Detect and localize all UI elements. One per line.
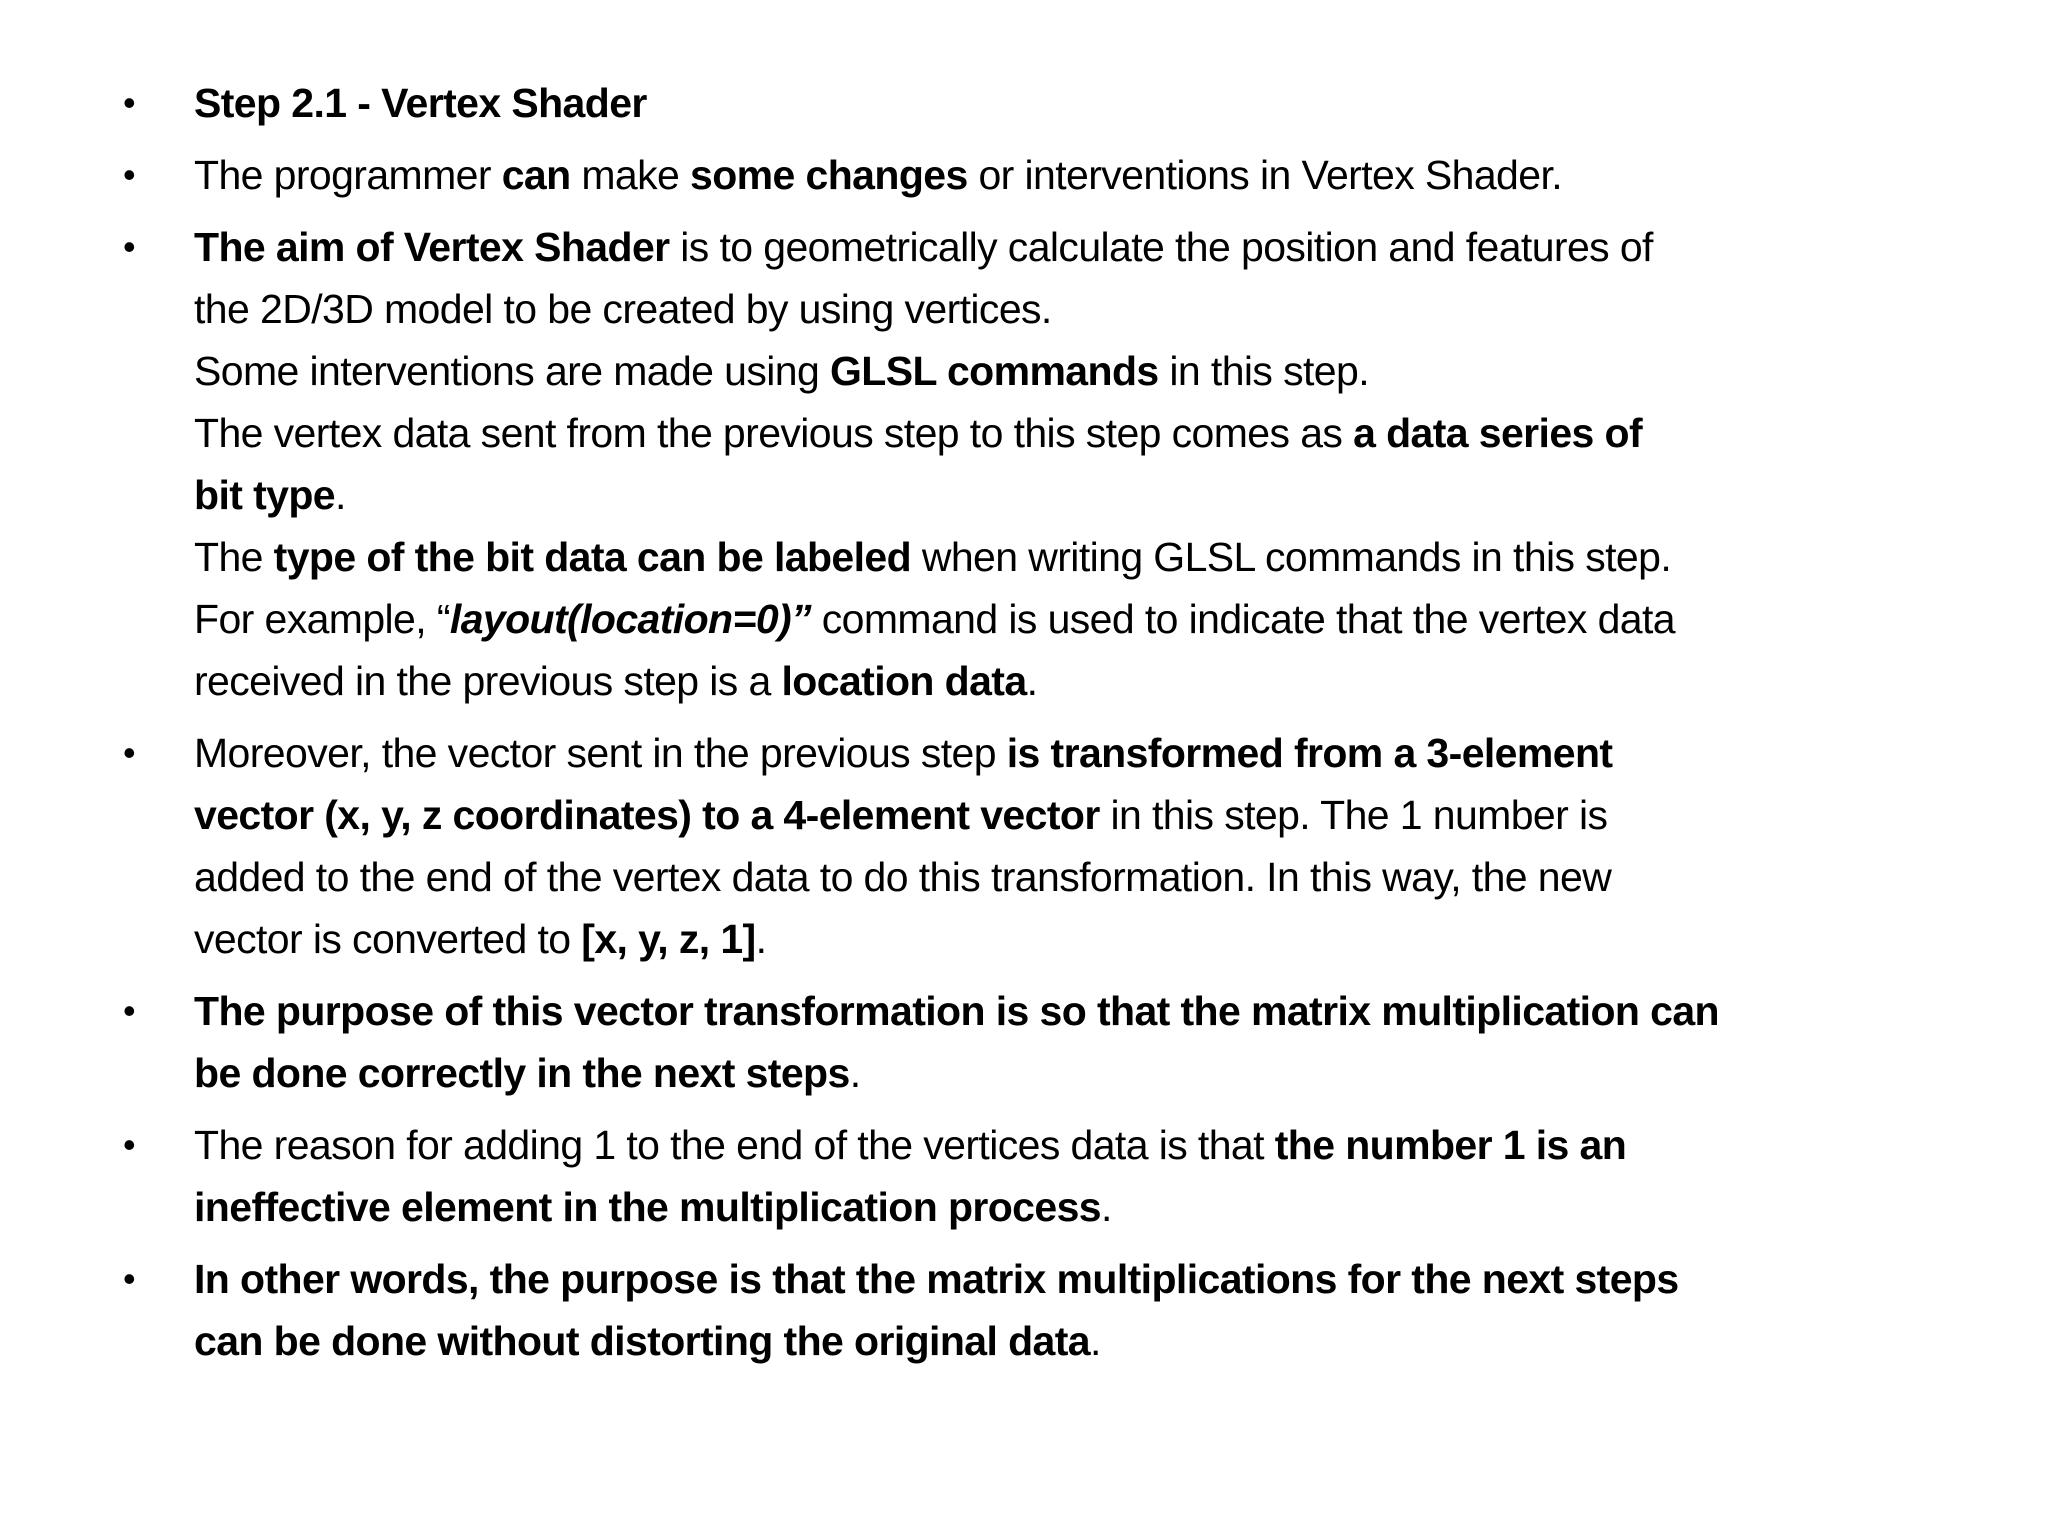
text-line <box>194 1248 1988 1310</box>
text-line <box>194 216 1988 278</box>
text-run: Moreover, the vector sent in the previous step <box>194 730 1007 776</box>
text-run: received in the previous step is a <box>194 658 782 704</box>
bullet-item <box>0 144 2048 206</box>
text-run: is transformed from a 3-element <box>1006 730 1613 776</box>
text-line <box>194 650 1988 712</box>
bullet-marker-icon: • <box>123 732 136 773</box>
text-run: the number 1 is an <box>1274 1122 1627 1168</box>
text-run: a data series of <box>1353 410 1643 456</box>
text-run: be done correctly in the next steps <box>194 1050 850 1096</box>
text-line <box>194 1114 1988 1176</box>
text-run: layout(location=0)” <box>449 596 811 642</box>
text-line <box>194 784 1988 846</box>
text-line <box>194 526 1988 588</box>
text-run: or interventions in Vertex Shader. <box>967 152 1563 198</box>
text-line <box>194 588 1988 650</box>
text-run: . <box>1026 658 1038 704</box>
text-run: GLSL commands <box>829 348 1159 394</box>
text-run: The purpose of this vector transformation is so that the matrix multiplication can <box>194 988 1719 1034</box>
text-run: in this step. The 1 number is <box>1099 792 1608 838</box>
bullet-marker-icon: • <box>123 82 136 123</box>
text-run: The <box>194 534 274 580</box>
text-line <box>194 278 1988 340</box>
text-run: vector (x, y, z coordinates) to a 4-element vector <box>194 792 1100 838</box>
text-line <box>194 722 1988 784</box>
text-run: The programmer <box>194 152 502 198</box>
text-run: the 2D/3D model to be created by using vertices. <box>194 286 1052 332</box>
text-line <box>194 980 1988 1042</box>
text-run: is to geometrically calculate the position and features of <box>669 224 1653 270</box>
bullet-marker-icon: • <box>123 1258 136 1299</box>
bullet-list <box>0 72 2048 1382</box>
bullet-item <box>0 1248 2048 1372</box>
text-run: bit type <box>194 472 335 518</box>
text-run: In other words, the purpose is that the matrix multiplications for the next steps <box>194 1256 1679 1302</box>
text-line <box>194 1176 1988 1238</box>
text-line <box>194 846 1988 908</box>
text-run: For example, “ <box>194 596 450 642</box>
text-run: Some interventions are made using <box>194 348 830 394</box>
bullet-marker-icon: • <box>123 154 136 195</box>
bullet-item <box>0 1114 2048 1238</box>
text-run: . <box>1101 1184 1112 1230</box>
text-run: The aim of Vertex Shader <box>194 224 670 270</box>
bullet-item <box>0 216 2048 712</box>
text-run: Step 2.1 - Vertex Shader <box>194 80 647 126</box>
bullet-marker-icon: • <box>123 226 136 267</box>
text-run: can <box>501 152 571 198</box>
text-line <box>194 1042 1988 1104</box>
bullet-item <box>0 980 2048 1104</box>
text-line <box>194 464 1988 526</box>
text-run: added to the end of the vertex data to do this transformation. In this way, the new <box>194 854 1612 900</box>
text-line <box>194 402 1988 464</box>
text-line <box>194 340 1988 402</box>
text-run: some changes <box>690 152 968 198</box>
text-line <box>194 908 1988 970</box>
text-run: location data <box>781 658 1027 704</box>
text-run: The vertex data sent from the previous step to this step comes as <box>194 410 1354 456</box>
text-run: make <box>570 152 691 198</box>
text-line <box>194 144 1988 206</box>
bullet-item <box>0 722 2048 970</box>
bullet-item <box>0 72 2048 134</box>
text-run: . <box>1089 1318 1101 1364</box>
text-line <box>194 1310 1988 1372</box>
text-run: The reason for adding 1 to the end of the vertices data is that <box>194 1122 1275 1168</box>
bullet-marker-icon: • <box>123 990 136 1031</box>
text-run: . <box>334 472 346 518</box>
text-run: ineffective element in the multiplication process <box>194 1184 1101 1230</box>
bullet-marker-icon: • <box>123 1124 136 1165</box>
text-run: in this step. <box>1158 348 1369 394</box>
text-line <box>194 72 1988 134</box>
text-run: . <box>755 916 767 962</box>
text-run: vector is converted to <box>194 916 582 962</box>
text-run: when writing GLSL commands in this step. <box>911 534 1672 580</box>
text-run: command is used to indicate that the vertex data <box>810 596 1675 642</box>
text-run: can be done without distorting the original data <box>194 1318 1090 1364</box>
text-run: [x, y, z, 1] <box>581 916 756 962</box>
text-run: type of the bit data can be labeled <box>273 534 912 580</box>
text-run: . <box>849 1050 861 1096</box>
